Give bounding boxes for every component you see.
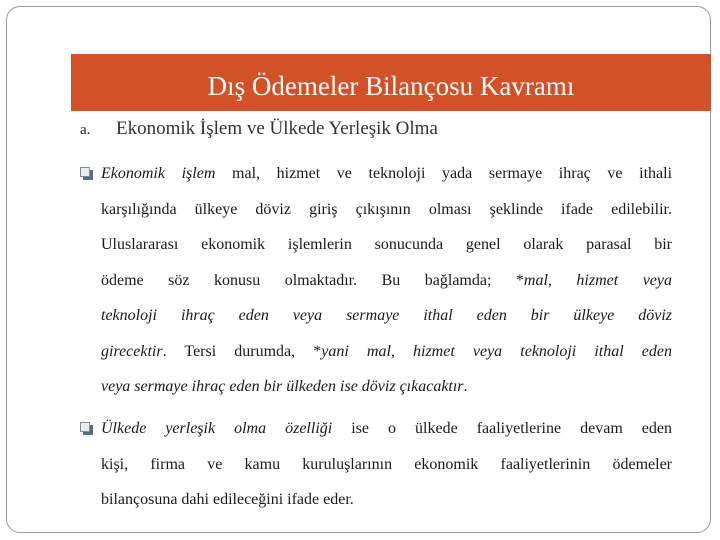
paragraph-line	[101, 418, 672, 440]
text-run: .	[463, 378, 468, 395]
text-run: bilançosuna dahi edileceğini ifade eder.	[101, 491, 354, 508]
paragraph-line	[101, 270, 672, 292]
italic-text: teknoloji ihraç eden veya sermaye ithal eden bir ülkeye döviz	[101, 307, 672, 324]
italic-text: Ülkede yerleşik olma özelliği	[101, 420, 333, 437]
text-run: ödeme söz konusu olmaktadır. Bu bağlamda; *	[101, 271, 524, 289]
italic-text: Ekonomik işlem	[101, 165, 216, 182]
paragraph-line	[101, 199, 672, 221]
subheading-text: Ekonomik İşlem ve Ülkede Yerleşik Olma	[116, 118, 438, 139]
text-run: mal, hizmet ve teknoloji yada sermaye ihraç ve ithali	[215, 165, 673, 182]
paragraph-line	[101, 489, 672, 511]
bullet-residency	[80, 418, 672, 518]
paragraph-line	[101, 163, 672, 185]
paragraph-line	[101, 234, 672, 256]
italic-text: girecektir	[101, 342, 163, 360]
bullet-economic-transaction	[80, 163, 672, 403]
paragraph-line	[101, 454, 672, 476]
italic-text: mal, hizmet veya	[523, 271, 672, 289]
title-bar	[71, 54, 711, 111]
text-run: karşılığında ülkeye döviz giriş çıkışının olması şeklinde ifade edilebilir.	[101, 200, 672, 218]
italic-text: veya sermaye ihraç eden bir ülkeden ise döviz çıkacaktır	[101, 378, 464, 395]
text-run: kişi, firma ve kamu kuruluşlarının ekonomik faaliyetlerinin ödemeler	[101, 455, 672, 473]
subheading	[80, 118, 438, 140]
text-run: . Tersi durumda, *	[162, 342, 322, 360]
paragraph-line	[101, 376, 672, 398]
italic-text: yani mal, hizmet veya teknoloji ithal eden	[321, 342, 672, 360]
paragraph-line	[101, 305, 672, 327]
checkbox-bullet-icon	[80, 167, 93, 180]
paragraph-line	[101, 341, 672, 363]
checkbox-bullet-icon	[80, 422, 93, 435]
text-run: Uluslararası ekonomik işlemlerin sonucunda genel olarak parasal bir	[101, 236, 672, 253]
subheading-marker: a.	[80, 122, 91, 138]
slide-title: Dış Ödemeler Bilançosu Kavramı	[207, 71, 575, 101]
text-run: ise o ülkede faaliyetlerine devam eden	[332, 420, 672, 437]
